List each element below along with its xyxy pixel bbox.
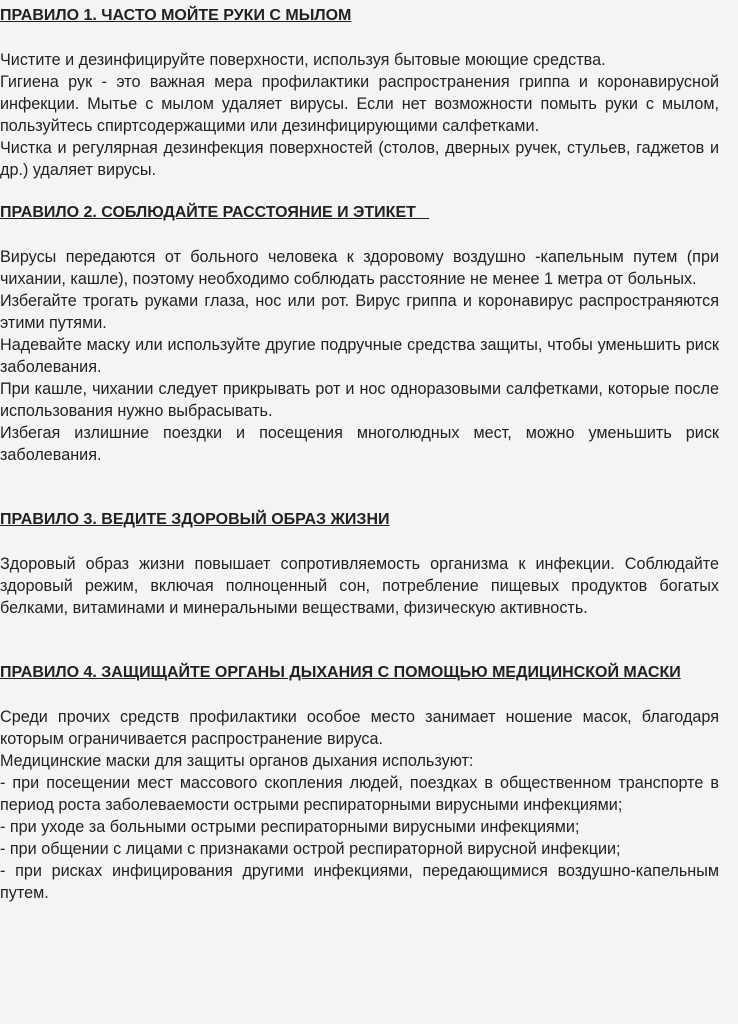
rule-2-section	[0, 202, 719, 466]
rule-1-paragraph: Гигиена рук - это важная мера профилактики распространения гриппа и коронавирусной инфекции. Мытье с мылом удаляет вирусы. Если нет возможности помыть руки с мылом, пользуйтесь спиртсодержащими или дезинфицирующими салфетками.	[0, 73, 719, 135]
rule-4-paragraph: Медицинские маски для защиты органов дыхания используют:	[0, 752, 474, 770]
rule-3-heading: ПРАВИЛО 3. ВЕДИТЕ ЗДОРОВЫЙ ОБРАЗ ЖИЗНИ	[0, 511, 390, 528]
rule-4-heading: ПРАВИЛО 4. ЗАЩИЩАЙТЕ ОРГАНЫ ДЫХАНИЯ С ПОМОЩЬЮ МЕДИЦИНСКОЙ МАСКИ	[0, 664, 681, 681]
rule-1-section	[0, 5, 719, 181]
rule-3-paragraph: Здоровый образ жизни повышает сопротивляемость организма к инфекции. Соблюдайте здоровый режим, включая полноценный сон, потребление пищевых продуктов богатых белками, витаминами и минеральными веществами, физическую активность.	[0, 555, 719, 617]
rule-2-heading: ПРАВИЛО 2. СОБЛЮДАЙТЕ РАССТОЯНИЕ И ЭТИКЕТ	[0, 204, 430, 221]
rule-2-paragraph: Избегая излишние поездки и посещения многолюдных мест, можно уменьшить риск заболевания.	[0, 424, 719, 464]
rule-2-paragraph: Избегайте трогать руками глаза, нос или рот. Вирус гриппа и коронавирус распространяются этими путями.	[0, 292, 719, 332]
rule-1-paragraph: Чистите и дезинфицируйте поверхности, используя бытовые моющие средства.	[0, 51, 606, 69]
rule-4-section	[0, 662, 719, 904]
rule-2-paragraph: При кашле, чихании следует прикрывать рот и нос одноразовыми салфетками, которые после использования нужно выбрасывать.	[0, 380, 719, 420]
rule-2-paragraph: Вирусы передаются от больного человека к здоровому воздушно -капельным путем (при чихании, кашле), поэтому необходимо соблюдать расстояние не менее 1 метра от больных.	[0, 248, 719, 288]
rule-2-paragraph: Надевайте маску или используйте другие подручные средства защиты, чтобы уменьшить риск заболевания.	[0, 336, 719, 376]
rule-4-list-item: - при общении с лицами с признаками острой респираторной вирусной инфекции;	[0, 840, 621, 858]
rule-4-list-item: - при посещении мест массового скопления людей, поездках в общественном транспорте в период роста заболеваемости острыми респираторными вирусными инфекциями;	[0, 774, 719, 814]
rule-4-paragraph: Среди прочих средств профилактики особое место занимает ношение масок, благодаря которым ограничивается распространение вируса.	[0, 708, 719, 748]
rule-4-list-item: - при уходе за больными острыми респираторными вирусными инфекциями;	[0, 818, 580, 836]
rule-1-paragraph: Чистка и регулярная дезинфекция поверхностей (столов, дверных ручек, стульев, гаджетов и др.) удаляет вирусы.	[0, 139, 719, 179]
rule-4-list-item: - при рисках инфицирования другими инфекциями, передающимися воздушно-капельным путем.	[0, 862, 719, 902]
rule-1-heading: ПРАВИЛО 1. ЧАСТО МОЙТЕ РУКИ С МЫЛОМ	[0, 7, 352, 24]
rule-3-section	[0, 509, 719, 619]
